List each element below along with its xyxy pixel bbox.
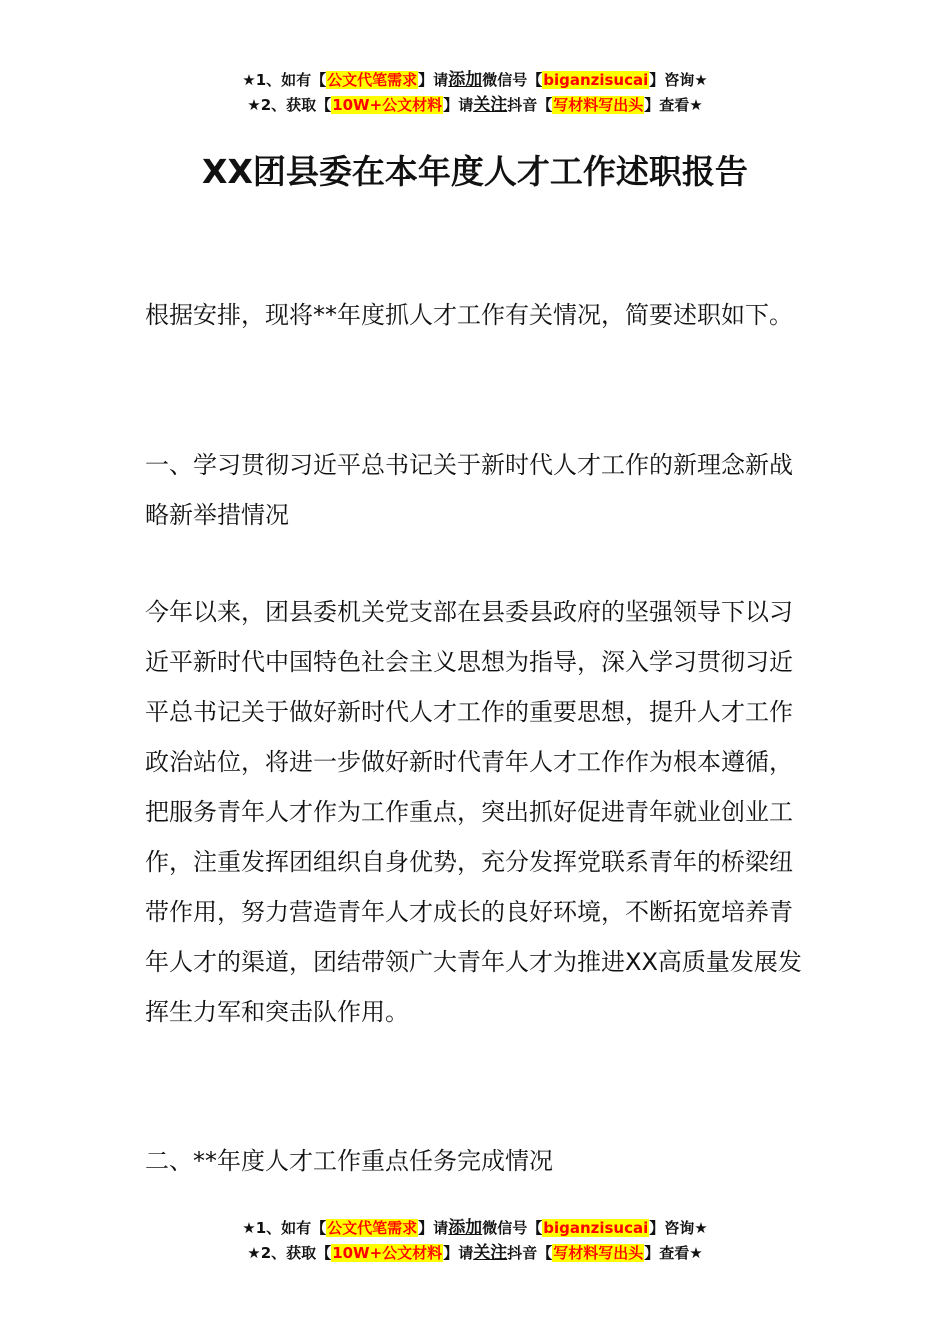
promo-highlight: 10W+公文材料 — [332, 1244, 443, 1262]
promo-highlight: 写材料写出头 — [553, 96, 644, 114]
intro-text: 根据安排，现将**年度抓人才工作有关情况，简要述职如下。 — [145, 301, 793, 329]
promo-text: 微信号【 — [482, 71, 543, 89]
promo-text: 微信号【 — [482, 1219, 543, 1237]
paragraph-1-text: 今年以来，团县委机关党支部在县委县政府的坚强领导下以习近平新时代中国特色社会主义思想为指导，深入学习贯彻习近平总书记关于做好新时代人才工作的重要思想，提升人才工作政治站位，将进一步做好新时代青年人才工作作为根本遵循，把服务青年人才作为工作重点，突出抓好促进青年就业创业工作，注重发挥团组织自身优势，充分发挥党联系青年的桥梁纽带作用，努力营造青年人才成长的良好环境，不断拓宽培养青年人才的渠道，团结带领广大青年人才为推进XX高质量发展发挥生力军和突击队作用。 — [145, 598, 802, 1026]
promo-text: 】咨询★ — [649, 71, 708, 89]
promo-emphasis: 关注 — [473, 1243, 508, 1263]
promo-line-2 — [0, 93, 950, 118]
promo-text: 】请 — [418, 71, 449, 89]
promo-header — [0, 68, 950, 118]
promo-line-1 — [0, 1216, 950, 1241]
promo-text: 】查看★ — [644, 96, 703, 114]
promo-text: ★2、获取【 — [247, 1244, 332, 1262]
promo-text: 】请 — [443, 96, 474, 114]
promo-highlight: 公文代笔需求 — [327, 71, 418, 89]
intro-paragraph — [145, 290, 810, 340]
promo-highlight: biganzisucai — [543, 1219, 649, 1237]
promo-text: ★1、如有【 — [242, 71, 327, 89]
section-heading-1 — [145, 440, 810, 540]
body-paragraph-1 — [145, 587, 810, 1037]
promo-highlight: 公文代笔需求 — [327, 1219, 418, 1237]
heading-1-text: 一、学习贯彻习近平总书记关于新时代人才工作的新理念新战略新举措情况 — [145, 451, 793, 529]
promo-emphasis: 添加 — [448, 1218, 483, 1238]
promo-line-2 — [0, 1241, 950, 1266]
promo-text: 抖音【 — [507, 96, 553, 114]
promo-line-1 — [0, 68, 950, 93]
promo-highlight: 10W+公文材料 — [332, 96, 443, 114]
promo-highlight: biganzisucai — [543, 71, 649, 89]
document-title: XX团县委在本年度人才工作述职报告 — [202, 152, 748, 191]
promo-emphasis: 关注 — [473, 95, 508, 115]
promo-text: 】请 — [418, 1219, 449, 1237]
promo-emphasis: 添加 — [448, 70, 483, 90]
promo-text: 】咨询★ — [649, 1219, 708, 1237]
promo-text: ★1、如有【 — [242, 1219, 327, 1237]
promo-text: ★2、获取【 — [247, 96, 332, 114]
promo-text: 】请 — [443, 1244, 474, 1262]
promo-text: 】查看★ — [644, 1244, 703, 1262]
section-heading-2 — [145, 1136, 810, 1186]
promo-highlight: 写材料写出头 — [553, 1244, 644, 1262]
promo-text: 抖音【 — [507, 1244, 553, 1262]
promo-footer — [0, 1216, 950, 1266]
heading-2-text: 二、**年度人才工作重点任务完成情况 — [145, 1147, 553, 1175]
